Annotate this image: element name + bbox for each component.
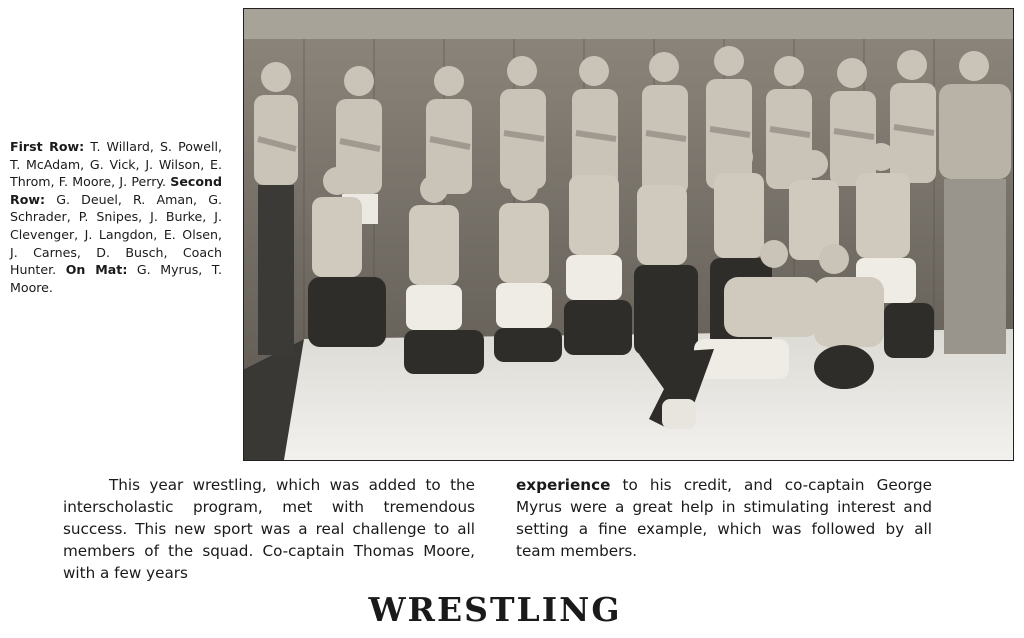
- second-row-label: Second Row:: [10, 174, 222, 207]
- article-right-lead: experience: [516, 476, 611, 494]
- team-photo: [244, 9, 1013, 460]
- second-row-names: G. Deuel, R. Aman, G. Schrader, P. Snipes, J. Burke, J. Clevenger, J. Langdon, E. Olsen, J. Carnes, D. Busch, Coach Hunter.: [10, 191, 222, 278]
- first-row-names: T. Willard, S. Powell, T. McAdam, G. Vick, J. Wilson, E. Throm, F. Moore, J. Perry.: [10, 139, 222, 190]
- article-right-column: [516, 474, 932, 562]
- article-left-text: This year wrestling, which was added to the interscholastic program, met with tremendous success. This new sport was a real challenge to all members of the squad. Co-captain Thomas Moore, with a few years: [63, 476, 475, 582]
- page-title: WRESTLING: [368, 590, 622, 629]
- team-photo-icon: [244, 9, 1013, 460]
- article-right-text: to his credit, and co-captain George Myrus were a great help in stimulating interest and setting a fine example, which was followed by all team members.: [516, 476, 932, 560]
- article-left-column: [63, 474, 475, 584]
- first-row-label: First Row:: [10, 139, 85, 154]
- on-mat-names: G. Myrus, T. Moore.: [10, 262, 222, 295]
- on-mat-label: On Mat:: [65, 262, 128, 278]
- photo-caption: [10, 138, 222, 296]
